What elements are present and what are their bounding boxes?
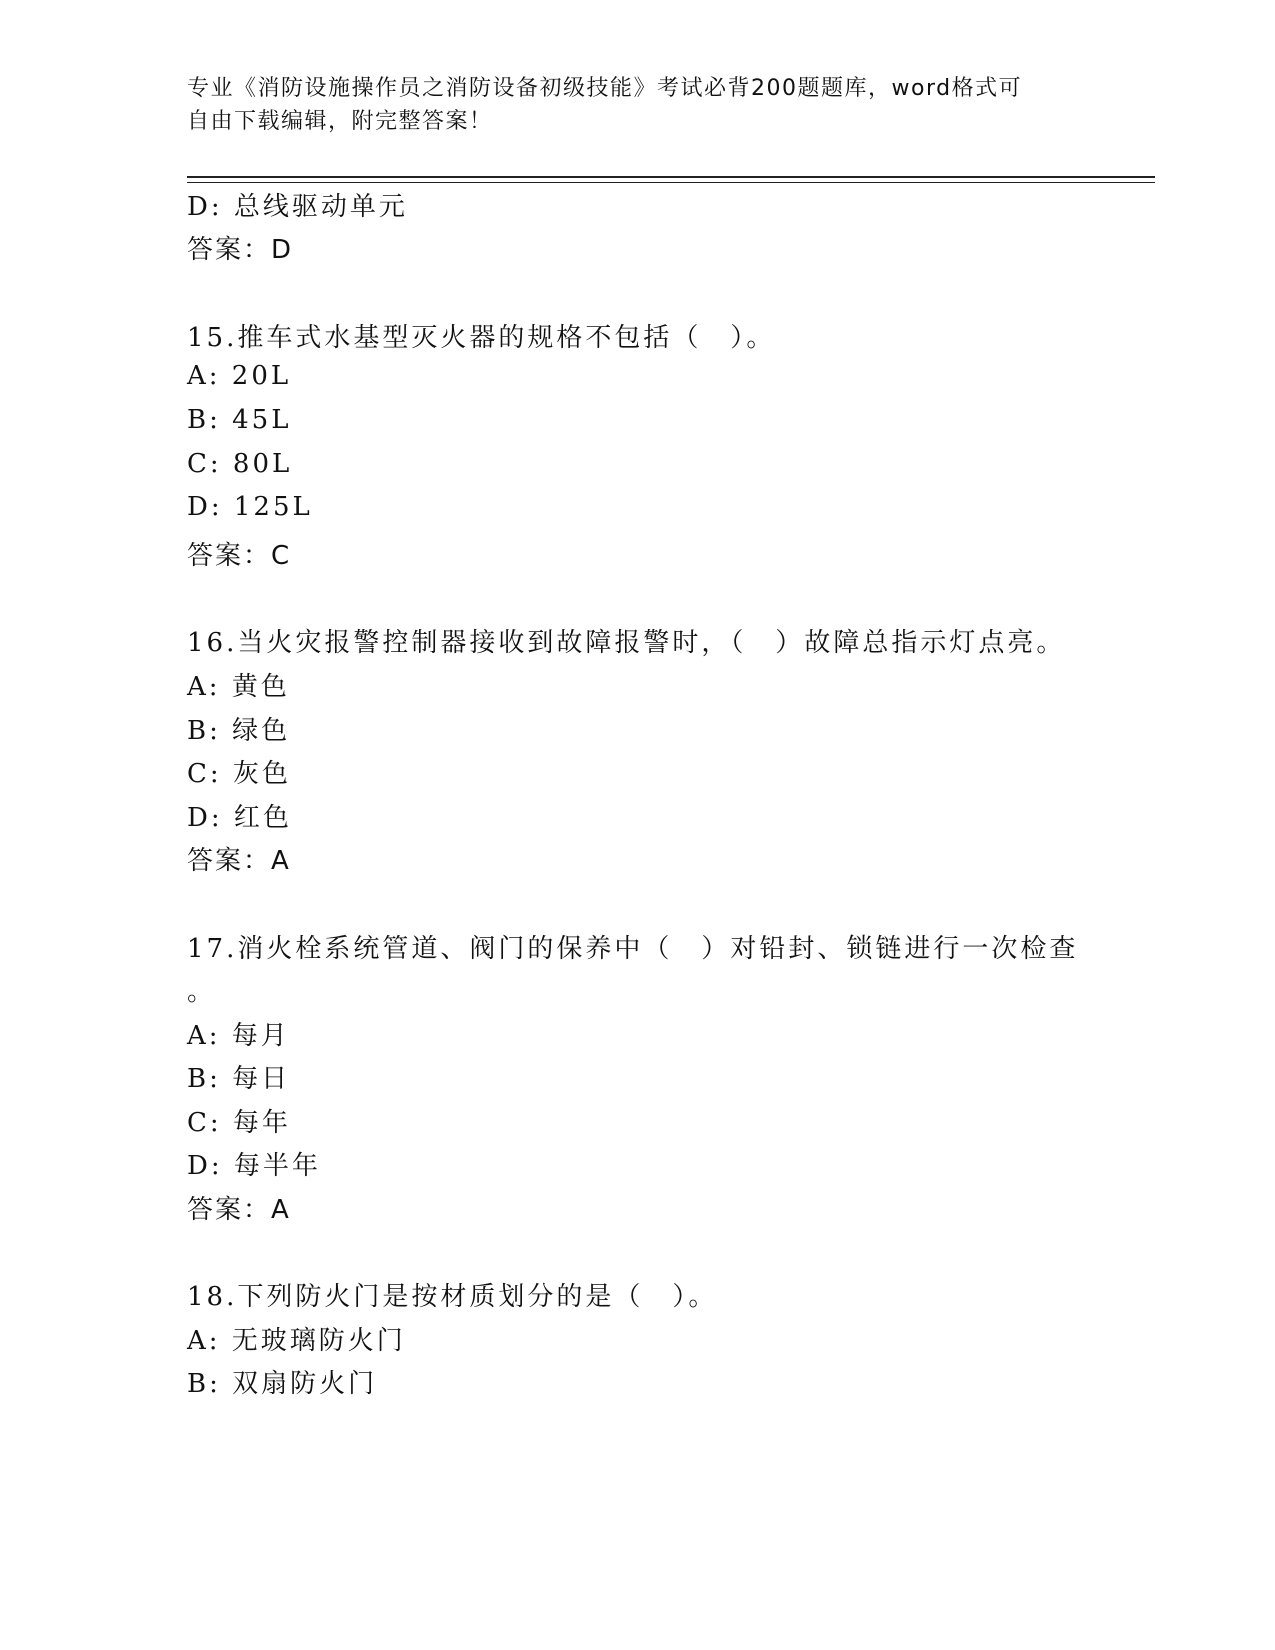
question-15-option-a: A: 20L <box>187 361 292 391</box>
question-16-stem: 16.当火灾报警控制器接收到故障报警时，（ ）故障总指示灯点亮。 <box>187 628 1066 658</box>
question-15-option-d: D: 125L <box>187 492 313 522</box>
question-16-option-d: D: 红色 <box>187 803 292 833</box>
answer-prev: 答案：D <box>187 235 294 265</box>
question-17-answer: 答案：A <box>187 1195 291 1225</box>
question-16-option-c: C: 灰色 <box>187 759 291 789</box>
question-17-option-b: B: 每日 <box>187 1064 291 1094</box>
question-17-option-d: D: 每半年 <box>187 1151 321 1181</box>
question-17-stem-line-2: 。 <box>187 977 217 1007</box>
question-18-stem: 18.下列防火门是按材质划分的是（ ）。 <box>187 1282 718 1312</box>
question-15-stem: 15.推车式水基型灭火器的规格不包括（ ）。 <box>187 323 776 353</box>
question-17-option-c: C: 每年 <box>187 1108 291 1138</box>
question-17-stem-line-1: 17.消火栓系统管道、阀门的保养中（ ）对铅封、锁链进行一次检查 <box>187 934 1079 964</box>
header-divider-thin <box>187 182 1155 183</box>
header-divider-thick <box>187 176 1155 178</box>
question-18-option-a: A: 无玻璃防火门 <box>187 1326 406 1356</box>
question-16-answer: 答案：A <box>187 846 291 876</box>
question-17-option-a: A: 每月 <box>187 1021 290 1051</box>
option-d-prev: D: 总线驱动单元 <box>187 192 408 222</box>
question-16-option-a: A: 黄色 <box>187 672 290 702</box>
question-15-answer: 答案：C <box>187 541 292 571</box>
header-title-line-1: 专业《消防设施操作员之消防设备初级技能》考试必背200题题库，word格式可 <box>187 76 1023 101</box>
header-title-line-2: 自由下载编辑，附完整答案！ <box>187 109 493 134</box>
question-15-option-c: C: 80L <box>187 449 293 479</box>
question-15-option-b: B: 45L <box>187 405 292 435</box>
question-18-option-b: B: 双扇防火门 <box>187 1369 378 1399</box>
question-16-option-b: B: 绿色 <box>187 716 291 746</box>
document-header <box>187 72 1067 138</box>
